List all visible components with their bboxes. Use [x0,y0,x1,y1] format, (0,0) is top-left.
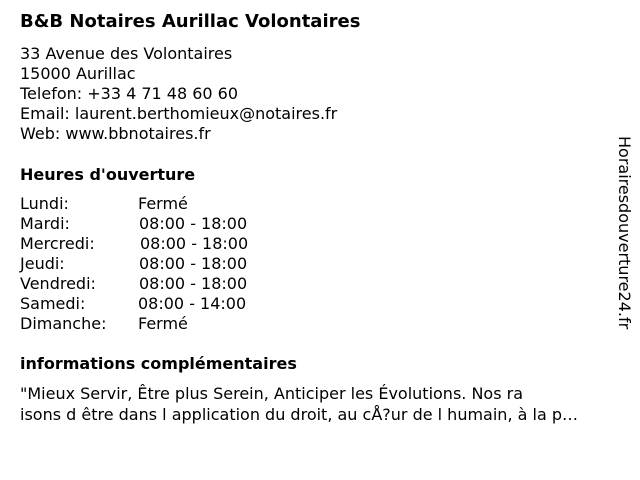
day-label: Lundi: [20,194,69,213]
day-hours: Fermé [138,194,188,213]
day-hours: 08:00 - 14:00 [138,294,247,313]
hours-row-monday [20,194,320,214]
day-hours: 08:00 - 18:00 [139,214,248,233]
hours-row-thursday [20,254,320,274]
hours-table [20,194,320,334]
site-watermark: Horairesdouverture24.fr [615,136,634,330]
street-address: 33 Avenue des Volontaires [20,44,233,63]
email-address: Email: laurent.berthomieux@notaires.fr [20,104,338,123]
day-hours: 08:00 - 18:00 [139,274,248,293]
hours-heading: Heures d'ouverture [20,165,196,184]
hours-row-saturday [20,294,320,314]
business-title: B&B Notaires Aurillac Volontaires [20,11,361,32]
info-line: isons d être dans l application du droit, au cÅ?ur de l humain, à la p… [20,405,578,424]
hours-row-friday [20,274,320,294]
phone-number: Telefon: +33 4 71 48 60 60 [20,84,239,103]
hours-row-wednesday [20,234,320,254]
website: Web: www.bbnotaires.fr [20,124,211,143]
day-label: Vendredi: [20,274,96,293]
day-hours: Fermé [138,314,188,333]
day-label: Dimanche: [20,314,107,333]
day-label: Jeudi: [20,254,65,273]
info-description [20,383,630,425]
day-hours: 08:00 - 18:00 [140,234,249,253]
hours-row-tuesday [20,214,320,234]
day-hours: 08:00 - 18:00 [139,254,248,273]
day-label: Mercredi: [20,234,95,253]
info-line: "Mieux Servir, Être plus Serein, Anticiper les Évolutions. Nos ra [20,384,524,403]
hours-row-sunday [20,314,320,334]
info-heading: informations complémentaires [20,354,297,373]
day-label: Samedi: [20,294,86,313]
day-label: Mardi: [20,214,70,233]
city-address: 15000 Aurillac [20,64,136,83]
address-block [20,44,337,144]
